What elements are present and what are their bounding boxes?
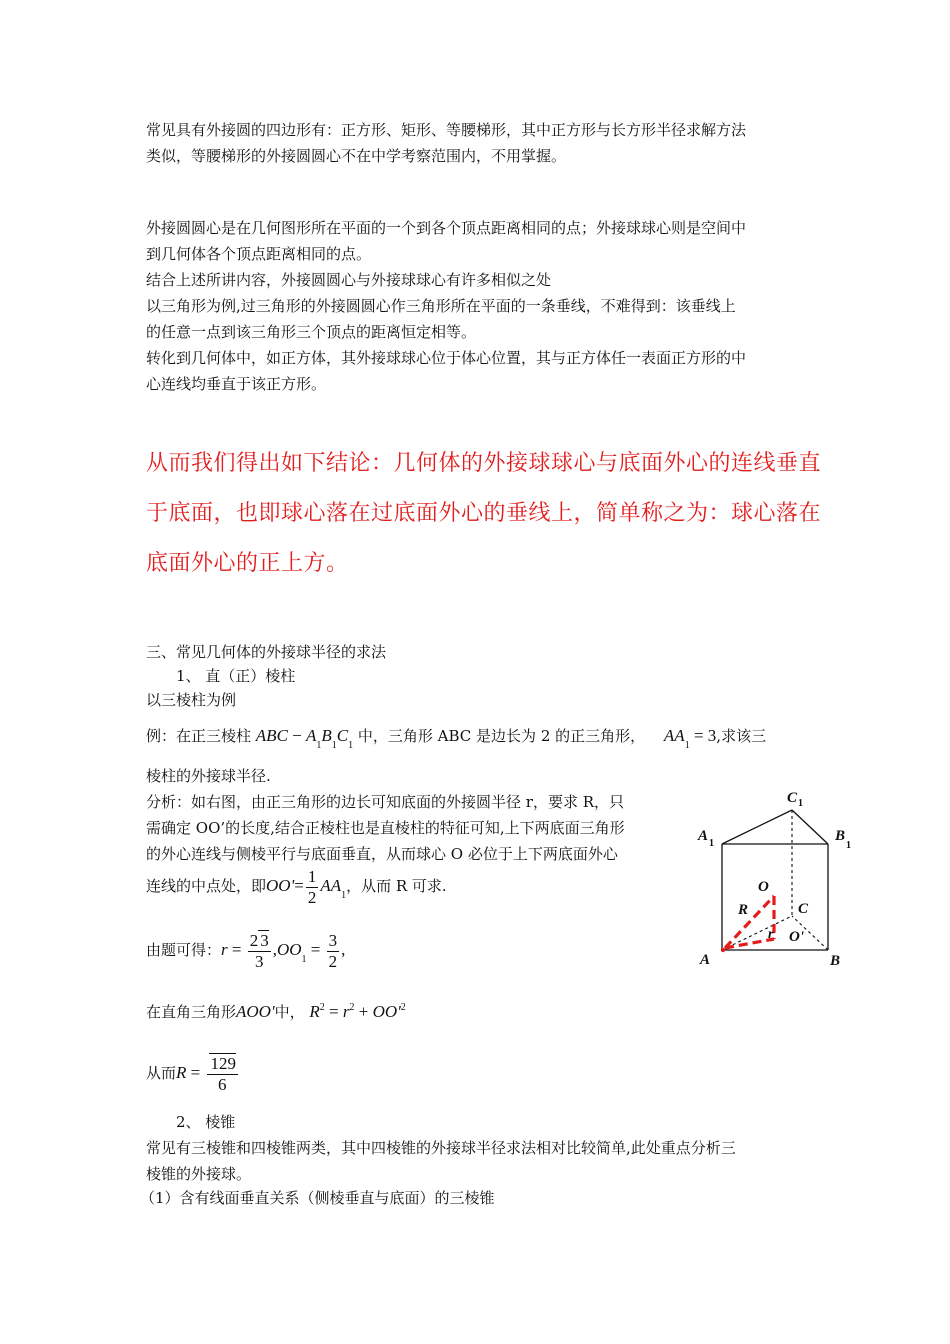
label-b1: B bbox=[835, 828, 846, 844]
para2-line4: 以三角形为例,过三角形的外接圆圆心作三角形所在平面的一条垂线，不难得到：该垂线上 bbox=[146, 297, 736, 315]
analysis-line4 bbox=[146, 864, 447, 911]
pythagoras-formula: $R^2 = r^2 + OO'^2$ bbox=[309, 1002, 406, 1021]
example-pre: 例：在正三棱柱 bbox=[146, 727, 252, 745]
aa1-value: $AA_1 = 3$ bbox=[663, 726, 717, 751]
right-tri-mid: 中， bbox=[274, 1003, 305, 1021]
para2-line7: 心连线均垂直于该正方形。 bbox=[146, 375, 327, 393]
pyramid-line2: 棱锥的外接球。 bbox=[146, 1165, 252, 1183]
analysis-l4-post: ，从而 R 可求. bbox=[346, 877, 447, 895]
example-line2: 棱柱的外接球半径. bbox=[146, 767, 271, 785]
subsection-pyramid: 2、 棱锥 bbox=[176, 1113, 236, 1131]
label-r: r bbox=[768, 927, 774, 942]
analysis-line3: 的外心连线与侧棱平行与底面垂直，从而球心 O 必位于上下两底面外心 bbox=[146, 845, 618, 863]
given-pre: 由题可得： bbox=[146, 941, 222, 959]
right-tri-pre: 在直角三角形 bbox=[146, 1003, 237, 1021]
example-line1 bbox=[146, 726, 766, 749]
label-b: B bbox=[830, 953, 841, 969]
para1-line2: 类似，等腰梯形的外接圆圆心不在中学考察范围内，不用掌握。 bbox=[146, 147, 567, 165]
vertex-a-dot bbox=[721, 948, 725, 952]
para2-line5: 的任意一点到该三角形三个顶点的距离恒定相等。 bbox=[146, 323, 477, 341]
edge-b1c1 bbox=[792, 810, 828, 844]
label-a: A bbox=[700, 952, 711, 968]
example-mid: 中，三角形 ABC 是边长为 2 的正三角形， bbox=[357, 727, 646, 745]
label-a1: A bbox=[698, 828, 709, 844]
conclusion-line1: 从而我们得出如下结论：几何体的外接球球心与底面外心的连线垂直 bbox=[146, 451, 822, 476]
para2-line3: 结合上述所讲内容，外接圆圆心与外接球球心有许多相似之处 bbox=[146, 271, 552, 289]
given-line bbox=[146, 928, 345, 975]
analysis-l4-pre: 连线的中点处，即 bbox=[146, 877, 267, 895]
therefore-line bbox=[146, 1050, 240, 1096]
pyramid-line3: （1）含有线面垂直关系（侧棱垂直与底面）的三棱锥 bbox=[140, 1189, 495, 1207]
conclusion-line2: 于底面，也即球心落在过底面外心的垂线上，简单称之为：球心落在 bbox=[146, 501, 822, 526]
para1-line1: 常见具有外接圆的四边形有：正方形、矩形、等腰梯形，其中正方形与长方形半径求解方法 bbox=[146, 121, 747, 139]
R-result: R = $\frac{129}{6}$ bbox=[176, 1053, 236, 1094]
label-c1-sub: 1 bbox=[798, 798, 803, 809]
para2-line6: 转化到几何体中，如正方体，其外接球球心位于体心位置，其与正方体任一表面正方形的中 bbox=[146, 349, 747, 367]
label-o-prime: O' bbox=[789, 929, 804, 945]
right-triangle-line bbox=[146, 1002, 406, 1025]
label-a1-sub: 1 bbox=[709, 838, 714, 849]
pyramid-line1: 常见有三棱锥和四棱锥两类，其中四棱锥的外接球半径求法相对比较简单,此处重点分析三 bbox=[146, 1139, 736, 1157]
analysis-line2: 需确定 OO’的长度,结合正棱柱也是直棱柱的特征可知,上下两底面三角形 bbox=[146, 819, 625, 837]
label-R: R bbox=[738, 902, 749, 918]
conclusion-line3: 底面外心的正上方。 bbox=[146, 551, 349, 576]
para2-line2: 到几何体各个顶点距离相同的点。 bbox=[146, 245, 372, 263]
therefore-pre: 从而 bbox=[146, 1064, 177, 1082]
prism-figure bbox=[690, 782, 860, 972]
prism-note: 以三棱柱为例 bbox=[146, 691, 237, 709]
label-c: C bbox=[798, 901, 809, 917]
edge-a1c1 bbox=[722, 810, 792, 844]
subsection-prism: 1、 直（正）棱柱 bbox=[176, 667, 296, 685]
prism-name: ABC − $A_1B_1C_1$ bbox=[255, 726, 354, 751]
radius-r bbox=[725, 939, 774, 948]
label-b1-sub: 1 bbox=[846, 840, 851, 851]
radius-triangle bbox=[725, 896, 774, 948]
label-o: O bbox=[758, 879, 769, 895]
example-post: ,求该三 bbox=[716, 727, 767, 745]
oo-half-formula: OO'= $\frac{1}{2}$ $AA_1$ bbox=[266, 866, 347, 907]
r-formula: r = $\frac{2 3}{3}$ $,OO_1$ = $\frac{3}{2}$ , bbox=[221, 930, 346, 971]
aoo-label: AOO' bbox=[236, 1002, 275, 1021]
edge-ac bbox=[722, 916, 792, 950]
label-c1: C bbox=[787, 790, 798, 806]
para2-line1: 外接圆圆心是在几何图形所在平面的一个到各个顶点距离相同的点；外接球球心则是空间中 bbox=[146, 219, 747, 237]
section-heading: 三、常见几何体的外接球半径的求法 bbox=[146, 643, 387, 661]
analysis-line1: 分析：如右图，由正三角形的边长可知底面的外接圆半径 r，要求 R，只 bbox=[146, 793, 625, 811]
